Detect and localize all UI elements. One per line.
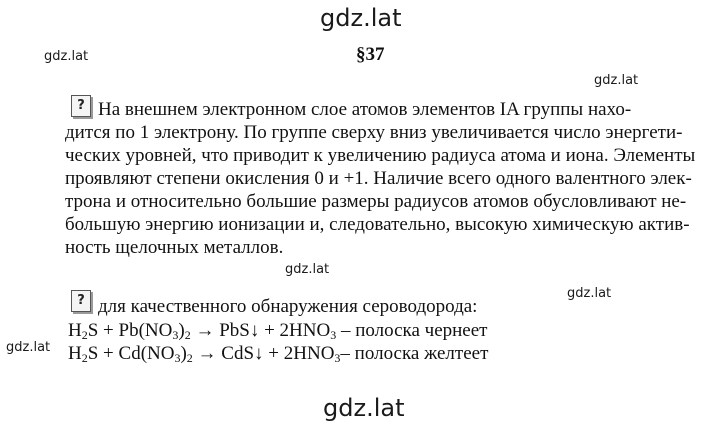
paragraph1-line: трона и относительно большие размеры радиусов атомов обусловливают не-	[65, 191, 687, 212]
watermark-top: gdz.lat	[320, 4, 402, 32]
question-mark-icon: ?	[71, 290, 91, 312]
paragraph1-line: На внешнем электронном слое атомов элементов IA группы нахо-	[98, 99, 632, 120]
paragraph2-intro: для качественного обнаружения сероводорода:	[98, 296, 478, 317]
reaction-cadmium: $H_2S + Cd(NO_3)_2$ → CdS↓ + $2HNO_3-$ полоска желтеет	[68, 343, 489, 365]
paragraph1-line: проявляют степени окисления 0 и +1. Наличие всего одного валентного элек-	[65, 168, 692, 189]
watermark-right: gdz.lat	[594, 73, 639, 88]
reaction-lead: $H_2S + Pb(NO_3)_2$ → PbS↓ + $2HNO_3$ – полоска чернеет	[68, 320, 488, 342]
paragraph1-line: ность щелочных металлов.	[65, 237, 284, 258]
paragraph1-line: дится по 1 электрону. По группе сверху вниз увеличивается число энергети-	[65, 122, 683, 143]
watermark-bottom: gdz.lat	[323, 394, 405, 422]
watermark-right-2: gdz.lat	[567, 286, 612, 301]
paragraph1-line: большую энергию ионизации и, следовательно, высокую химическую актив-	[65, 214, 690, 235]
watermark-left: gdz.lat	[44, 49, 89, 64]
watermark-left-2: gdz.lat	[6, 340, 51, 355]
section-heading: §37	[356, 44, 385, 65]
question-mark-icon: ?	[71, 95, 91, 117]
watermark-mid: gdz.lat	[285, 262, 330, 277]
paragraph1-line: ческих уровней, что приводит к увеличению радиуса атома и иона. Элементы	[65, 145, 696, 166]
